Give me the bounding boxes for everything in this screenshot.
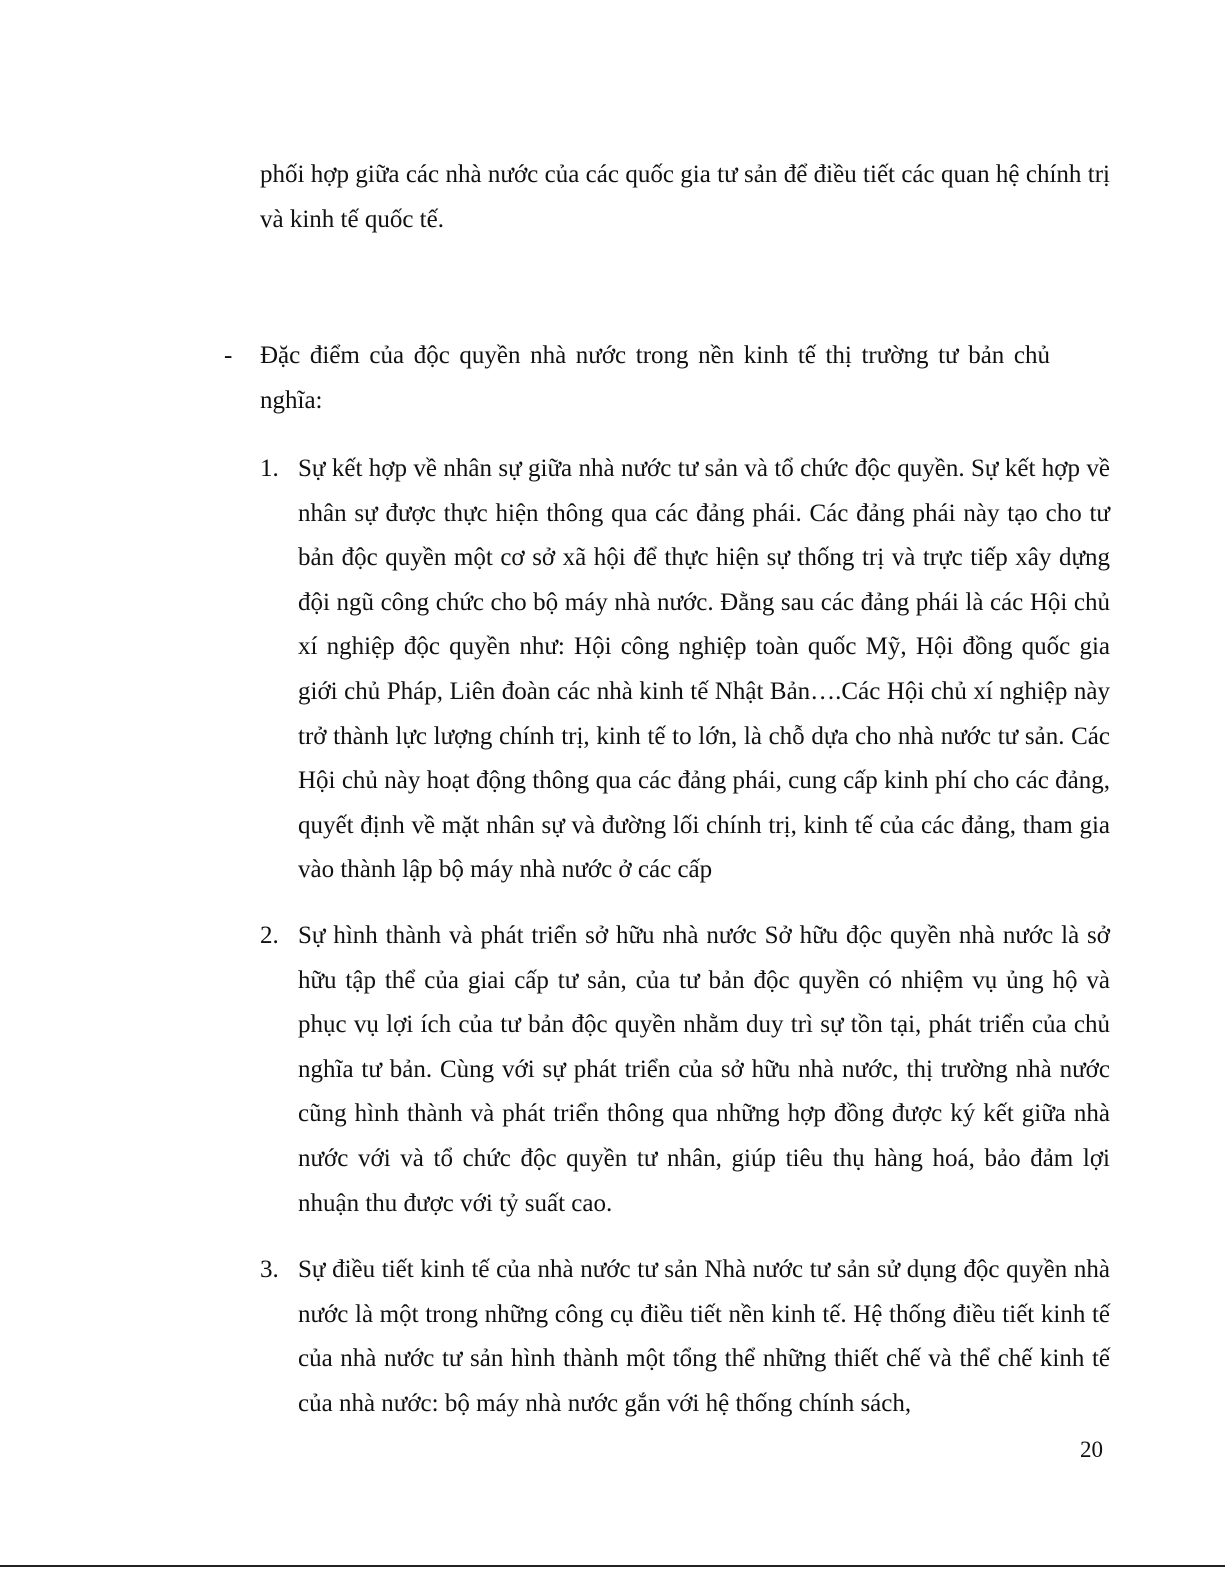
item-text: Sự điều tiết kinh tế của nhà nước tư sản Nhà nước tư sản sử dụng độc quyền nhà nước là một trong những công cụ điều tiết nền kinh tế. Hệ thống điều tiết kinh tế của nhà nước tư sản hình thành một tổng thể những thiết chế và thể chế kinh tế của nhà nước: bộ máy nhà nước gắn với hệ thống chính sách, [298,1256,1110,1417]
intro-paragraph: phối hợp giữa các nhà nước của các quốc gia tư sản để điều tiết các quan hệ chính trị và kinh tế quốc tế. [260,161,1110,233]
page-number: 20 [1080,1437,1103,1462]
item-text: Sự kết hợp về nhân sự giữa nhà nước tư sản và tổ chức độc quyền. Sự kết hợp về nhân sự được thực hiện thông qua các đảng phái. Các đảng phái này tạo cho tư bản độc quyền một cơ sở xã hội để thực hiện sự thống trị và trực tiếp xây dựng đội ngũ công chức cho bộ máy nhà nước. Đằng sau các đảng phái là các Hội chủ xí nghiệp độc quyền như: Hội công nghiệp toàn quốc Mỹ, Hội đồng quốc gia giới chủ Pháp, Liên đoàn các nhà kinh tế Nhật Bản….Các Hội chủ xí nghiệp này trở thành lực lượng chính trị, kinh tế to lớn, là chỗ dựa cho nhà nước tư sản. Các Hội chủ này hoạt động thông qua các đảng phái, cung cấp kinh phí cho các đảng, quyết định về mặt nhân sự và đường lối chính trị, kinh tế của các đảng, tham gia vào thành lập bộ máy nhà nước ở các cấp [298,455,1110,884]
bottom-divider [0,1565,1225,1567]
item-number: 3. [260,1256,279,1283]
item-text: Sự hình thành và phát triển sở hữu nhà nước Sở hữu độc quyền nhà nước là sở hữu tập thể của giai cấp tư sản, của tư bản độc quyền có nhiệm vụ ủng hộ và phục vụ lợi ích của tư bản độc quyền nhằm duy trì sự tồn tại, phát triển của chủ nghĩa tư bản. Cùng với sự phát triển của sở hữu nhà nước, thị trường nhà nước cũng hình thành và phát triển thông qua những hợp đồng được ký kết giữa nhà nước với và tổ chức độc quyền tư nhân, giúp tiêu thụ hàng hoá, bảo đảm lợi nhuận thu được với tỷ suất cao. [298,922,1110,1217]
item-number: 2. [260,922,279,949]
item-number: 1. [260,455,279,482]
bullet-marker: - [224,342,233,369]
bullet-text: Đặc điểm của độc quyền nhà nước trong nền kinh tế thị trường tư bản chủ nghĩa: [260,342,1050,414]
